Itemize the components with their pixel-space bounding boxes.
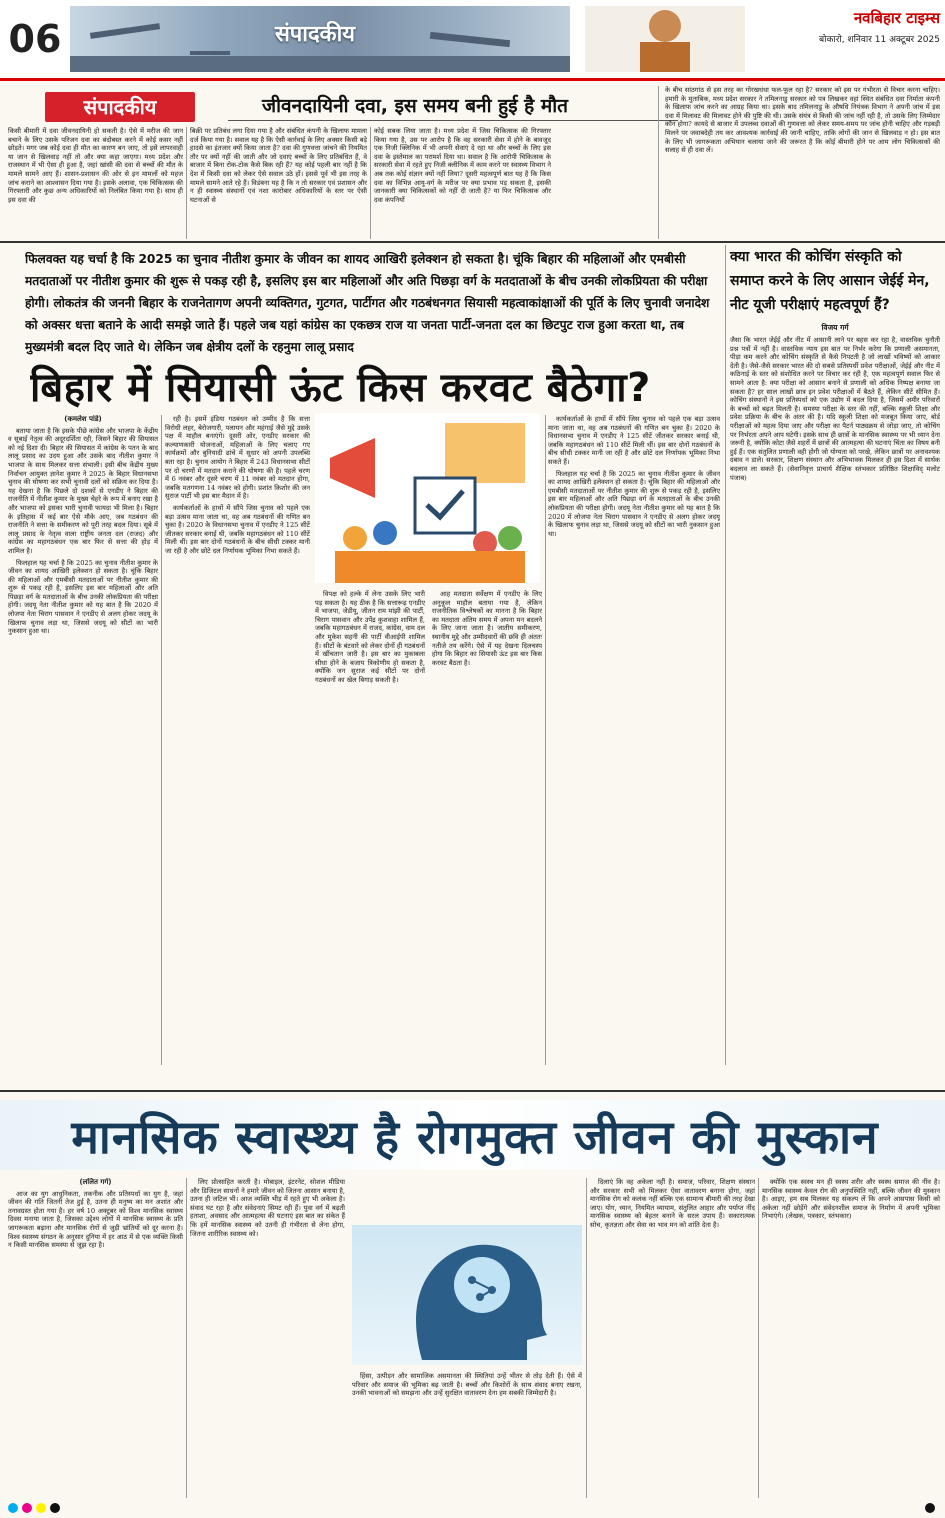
section-title: संपादकीय <box>274 22 356 47</box>
registration-mark <box>22 1503 32 1513</box>
paragraph: लिए प्रोत्साहित करती है। मोबाइल, इंटरनेट, सोशल मीडिया और डिजिटल साधनों ने हमारे जीवन को जितना आसान बनाया है, उतना ही जटिल भी। आज व्यक्ति भीड़ में रहते हुए भी अकेला है। संवाद घट रहा है और संवेदनाएं सिमट रही हैं। युवा वर्ग में बढ़ती हताशा, अवसाद और आत्महत्या की घटनाएं इस बात का संकेत हैं कि हमें मानसिक स्वास्थ्य को उतनी ही गंभीरता से लेना होगा, जितना शारीरिक स्वास्थ्य को। <box>190 1178 345 1238</box>
divider <box>370 127 371 239</box>
editorial-column-3: कोई सबक लिया जाता है। मध्य प्रदेश में जिस चिकित्सक की गिरफ्तार किया गया है, उस पर आरोप है कि वह सरकारी सेवा में होने के बावजूद एक निजी क्लिनिक में भी अपनी सेवाएं दे रहा था और बच्चों के लिए इस दवा के इस्तेमाल का परामर्श दिया था। सवाल है कि आरोपी चिकित्सक के सरकारी सेवा में रहते हुए निजी क्लीनिक में काम करने पर स्वास्थ्य विभाग ने अब तक कोई संज्ञान क्यों नहीं लिया? दूसरी महत्वपूर्ण बात यह है कि किस दवा का विभिन्न आयु-वर्ग के मरीज पर क्या प्रभाव पड़ सकता है, इसकी जानकारी क्या चिकित्सकों को नहीं दी जाती है? या फिर चिकित्सक और दवा कंपनियों <box>374 127 551 204</box>
sidebar-headline: क्या भारत की कोचिंग संस्कृति को समाप्त करने के लिए आसान जेईई मेन, नीट यूजी परीक्षाएं महत्वपूर्ण हैं? <box>730 249 930 313</box>
sidebar-article <box>730 245 940 1056</box>
lead-column-2 <box>165 415 310 1065</box>
lead-kicker: फिलवक्त यह चर्चा है कि 2025 का चुनाव नीतीश कुमार के जीवन का शायद आखिरी इलेक्शन हो सकता है। चूंकि बिहार की महिलाओं और एमबीसी मतदाताओं पर नीतीश कुमार की शुरू से पकड़ रही है, इसलिए इस बार महिलाओं और अति पिछड़ा वर्ग के मतदाताओं के बीच उनकी लोकप्रियता की परीक्षा होगी। लोकतंत्र की जननी बिहार के राजनेतागण अपनी व्यक्तिगत, गुटगत, पार्टीगत और गठबंधनगत सियासी महत्वाकांक्षाओं की पूर्ति के लिए चुनावी जनादेश को अक्सर धत्ता बताने के आदी समझे जाते हैं। पहले जब यहां कांग्रेस का एकछत्र राज या जनता पार्टी-जनता दल का छिटपुट राज हुआ करता था, तब मुख्यमंत्री बदल दिए जाते थे। लेकिन जब क्षेत्रीय दलों के रहनुमा लालू प्रसाद <box>25 252 710 354</box>
voting-illustration <box>315 413 540 583</box>
divider <box>228 120 678 121</box>
statue-illustration <box>585 6 745 72</box>
dateline: बोकारो, शनिवार 11 अक्टूबर 2025 <box>819 35 940 45</box>
mh-column-3 <box>352 1372 582 1497</box>
editorial-label: संपादकीय <box>45 92 195 122</box>
head-brain-icon <box>352 1225 582 1365</box>
editorial-column-1: किसी बीमारी में दवा जीवनदायिनी हो सकती है। ऐसे में मरीज की जान बचाने के लिए उसके परिजन दवा का बंदोबस्त करने में कोई कसर नहीं छोड़ते। मगर जब कोई दवा ही मौत का कारण बन जाए, तो इसे लापरवाही या जान से खिलवाड़ नहीं तो और क्या कहा जाएगा। मध्य प्रदेश और राजस्थान में भी ऐसा ही हुआ है, जहां खांसी की दवा से बच्चों की मौत के मामले सामने आए हैं। शासन-प्रशासन की ओर से इन मामलों को महज जांच कराने का आश्वासन दिया गया है। इसके अलावा, एक चिकित्सक की गिरफ्तारी और कुछ अन्य अधिकारियों को निलंबित किया गया है। साथ ही इस दवा की <box>8 127 183 204</box>
registration-mark <box>36 1503 46 1513</box>
paragraph: कार्यकर्ताओं के हाथों में सौंपे जिस चुनाव को पहले एक बड़ा उत्सव माना जाता था, वह अब गठबंधनों की गणित बन चुका है। 2020 के विधानसभा चुनाव में एनडीए ने 125 सीटें जीतकर सरकार बनाई थी, जबकि महागठबंधन को 110 सीटें मिली थीं। इस बार दोनों गठबंधनों के बीच सीधी टक्कर मानी जा रही है और छोटे दल निर्णायक भूमिका निभा सकते हैं। <box>548 415 720 466</box>
paragraph: हिंसा, उत्पीड़न और सामाजिक असमानता की स्थितियां उन्हें भीतर से तोड़ देती हैं। ऐसे में परिवार और समाज की भूमिका बढ़ जाती है। बच्चों और किशोरों के साथ संवाद बनाए रखना, उनकी भावनाओं को समझना और उन्हें सुरक्षित वातावरण देना हम सबकी जिम्मेदारी है। <box>352 1372 582 1398</box>
paragraph: आज का युग आधुनिकता, तकनीक और प्रतिस्पर्धा का युग है, जहां जीवन की गति जितनी तेज हुई है, उतना ही मनुष्य का मन अशांत और तनावग्रस्त होता गया है। हर वर्ष 10 अक्टूबर को विश्व मानसिक स्वास्थ्य दिवस मनाया जाता है, जिसका उद्देश्य लोगों में मानसिक स्वास्थ्य के प्रति जागरूकता बढ़ाना और मानसिक रोगों से जुड़ी भ्रांतियों को दूर करना है। विश्व स्वास्थ्य संगठन के अनुसार दुनिया में हर आठ में से एक व्यक्ति किसी न किसी मानसिक समस्या से जूझ रहा है। <box>8 1189 183 1250</box>
mh-byline: (ललित गर्ग) <box>79 1178 112 1186</box>
divider <box>186 1178 187 1498</box>
editorial-headline: जीवनदायिनी दवा, इस समय बनी हुई है मौत <box>262 95 568 117</box>
paragraph: रही है। इसमें इंडिया गठबंधन को उम्मीद है कि सत्ता विरोधी लहर, बेरोजगारी, पलायन और महंगाई जैसे मुद्दे उसके पक्ष में माहौल बनाएंगे। दूसरी ओर, एनडीए सरकार की कल्याणकारी योजनाओं, महिलाओं के लिए चलाए गए कार्यक्रमों और बुनियादी ढांचे में सुधार को अपनी उपलब्धि बता रहा है। चुनाव आयोग ने बिहार में 243 विधानसभा सीटों पर दो चरणों में मतदान कराने की घोषणा की है। पहले चरण में 6 नवंबर और दूसरे चरण में 11 नवंबर को मतदान होगा, जबकि मतगणना 14 नवंबर को होगी। प्रशांत किशोर की जन सुराज पार्टी भी इस बार मैदान में है। <box>165 415 310 501</box>
sidebar-byline: विजय गर्ग <box>821 323 849 332</box>
lead-headline: बिहार में सियासी ऊंट किस करवट बैठेगा? <box>30 365 651 411</box>
lead-column-5 <box>548 415 720 1065</box>
lead-byline: (कमलेश पांडे) <box>64 415 102 423</box>
lead-column-1 <box>8 415 158 1065</box>
mh-column-5 <box>762 1178 940 1498</box>
brand-box <box>760 8 940 68</box>
divider <box>725 245 726 1065</box>
mh-column-4 <box>590 1178 755 1498</box>
registration-mark <box>8 1503 18 1513</box>
editorial-column-4: के बीच सांठगांठ से इस तरह का गोरखधंधा फल-फूल रहा है? सरकार को इस पर गंभीरता से विचार करना चाहिए। हमारी के मुताबिक, मध्य प्रदेश सरकार ने तमिलनाडु सरकार को पत्र लिखकर वहां स्थित संबंधित दवा निर्माता कंपनी के खिलाफ जांच करने का आग्रह किया था। इसके बाद तमिलनाडु के औषधि नियंत्रक विभाग ने अपनी जांच में इस दवा में मिलावट की मिलावट होने की पुष्टि की थी। उसके संयंत्र से किसी की जांच नहीं रही है, तो उसके लिए जिम्मेदार कौन होगा? कायदे से बाजार में उपलब्ध दवाओं की गुणवत्ता को लेकर समय-समय पर जांच होनी चाहिए और गड़बड़ी मिलने पर जवाबदेही तय कर आवश्यक कार्रवाई की जानी चाहिए, ताकि लोगों की जान से खिलवाड़ न हो। इस बात के लिए भी जागरूकता अभियान चलाया जाने की जरूरत है कि कोई बीमारी होने पर आम लोग चिकित्सकों की सलाह से ही दवा लें। <box>665 86 940 155</box>
divider <box>186 127 187 239</box>
divider <box>658 86 659 239</box>
mental-health-headline: मानसिक स्वास्थ्य है रोगमुक्त जीवन की मुस्कान <box>71 1110 879 1164</box>
paragraph: फिलहाल यह चर्चा है कि 2025 का चुनाव नीतीश कुमार के जीवन का शायद आखिरी इलेक्शन हो सकता है। चूंकि बिहार की महिलाओं और एमबीसी मतदाताओं पर नीतीश कुमार की शुरू से पकड़ रही है, इसलिए इस बार महिलाओं और अति पिछड़ा वर्ग के मतदाताओं के बीच उनकी लोकप्रियता की परीक्षा होगी। जदयू नेता नीतीश कुमार को यह बात है कि 2020 में लोजपा नेता चिराग पासवान ने एनडीए से अलग होकर जदयू के खिलाफ चुनाव लड़ा था, जिससे जदयू को सीटों का भारी नुकसान हुआ था। <box>548 469 720 538</box>
divider <box>0 241 945 243</box>
divider <box>161 415 162 1065</box>
paragraph: फिलहाल यह चर्चा है कि 2025 का चुनाव नीतीश कुमार के जीवन का शायद आखिरी इलेक्शन हो सकता है। चूंकि बिहार की महिलाओं और एमबीसी मतदाताओं पर नीतीश कुमार की शुरू से पकड़ रही है, इसलिए इस बार महिलाओं और अति पिछड़ा वर्ग के मतदाताओं के बीच उनकी लोकप्रियता की परीक्षा होगी। जदयू नेता नीतीश कुमार को यह बात है कि 2020 में लोजपा नेता चिराग पासवान ने एनडीए से अलग होकर जदयू के खिलाफ चुनाव लड़ा था, जिससे जदयू को सीटों का भारी नुकसान हुआ था। <box>8 558 158 636</box>
registration-mark <box>925 1503 935 1513</box>
paragraph: बताया जाता है कि इसके पीछे कांग्रेस और भाजपा के केंद्रीय व सूबाई नेतृत्व की अदूरदर्शिता रही, जिसने बिहार की सियासत को नई दिशा दी। बिहार की सियासत में कांग्रेस के पतन के बाद लालू प्रसाद का उदय हुआ और उसके बाद नीतीश कुमार ने भाजपा के साथ मिलकर सत्ता संभाली। इसी बीच केंद्रीय मुख्य निर्वाचन आयुक्त ज्ञानेश कुमार ने 2025 के बिहार विधानसभा चुनाव की घोषणा कर सभी चुनावी दलों को सक्रिय कर दिया है। यह देखना है कि पिछले दो दशकों से एनडीए ने बिहार की राजनीति में नीतीश कुमार के मुख्य चेहरे के रूप में बनाए रखा है और भाजपा को इसका भारी चुनावी फायदा भी मिला है। बिहार के इतिहास में कई बार ऐसे मौके आए, जब गठबंधन की राजनीति ने सत्ता के समीकरण को पूरी तरह बदल दिया। सूबे में लालू प्रसाद के नेतृत्व वाला राष्ट्रीय जनता दल (राजद) और कांग्रेस का महागठबंधन एक बार फिर से सत्ता की होड़ में शामिल है। <box>8 426 158 555</box>
lead-column-3 <box>315 590 425 1065</box>
divider <box>545 415 546 1065</box>
paragraph: कार्यकर्ताओं के हाथों में सौंपे जिस चुनाव को पहले एक बड़ा उत्सव माना जाता था, वह अब गठबंधनों की गणित बन चुका है। 2020 के विधानसभा चुनाव में एनडीए ने 125 सीटें जीतकर सरकार बनाई थी, जबकि महागठबंधन को 110 सीटें मिली थीं। इस बार दोनों गठबंधनों के बीच सीधी टक्कर मानी जा रही है और छोटे दल निर्णायक भूमिका निभा सकते हैं। <box>165 503 310 555</box>
divider <box>586 1178 587 1498</box>
lead-column-4 <box>432 590 542 1065</box>
crowd <box>335 551 525 583</box>
map-shape <box>445 423 525 483</box>
paragraph: विपक्ष को हल्के में लेना उसके लिए भारी पड़ सकता है। यह ठीक है कि सत्तारूढ़ एनडीए में भाजपा, जेडीयू, जीतन राम मांझी की पार्टी, चिराग पासवान और उपेंद्र कुशवाहा शामिल हैं, जबकि महागठबंधन में राजद, कांग्रेस, वाम दल और मुकेश सहनी की पार्टी वीआईपी शामिल हैं। सीटों के बंटवारे को लेकर दोनों ही गठबंधनों में खींचतान जारी है। इस बार का मुकाबला सीधा होने के बजाय त्रिकोणीय हो सकता है, क्योंकि जन सुराज कई सीटों पर दोनों गठबंधनों का खेल बिगाड़ सकती है। <box>315 590 425 684</box>
paragraph: आह मतदाता सर्वेक्षण में एनडीए के लिए अनुकूल माहौल बताया गया है, लेकिन राजनीतिक विश्लेषकों का मानना है कि बिहार का मतदाता अंतिम समय में अपना मन बदलने के लिए जाना जाता है। जातीय समीकरण, स्थानीय मुद्दे और उम्मीदवारों की छवि ही अंततः नतीजे तय करेंगे। ऐसे में यह देखना दिलचस्प होगा कि बिहार का सियासी ऊंट इस बार किस करवट बैठता है। <box>432 590 542 667</box>
editorial-column-2: बिक्री पर प्रतिबंध लगा दिया गया है और संबंधित कंपनी के खिलाफ मामला दर्ज किया गया है। सवाल यह है कि ऐसी कार्रवाई के लिए अक्सर किसी बड़े हादसे का इंतजार क्यों किया जाता है? दवा की गुणवत्ता जांचने की नियमित तौर पर क्यों नहीं की जाती और जो दवाएं बच्चों के लिए प्रतिबंधित हैं, वे बाजार में बिना रोक-टोक कैसे बिक रही हैं? यह कोई पहली बार नहीं है कि देश में किसी दवा को लेकर ऐसे सवाल उठे हों। इससे पूर्व भी इस तरह के मामले सामने आते रहे हैं। विडंबना यह है कि न तो सरकार एवं प्रशासन और न ही स्वास्थ्य संस्थानों एवं नशा कारोबार अधिकारियों के स्तर पर ऐसी घटनाओं से <box>190 127 367 204</box>
paragraph: क्योंकि एक स्वस्थ मन ही स्वस्थ शरीर और स्वस्थ समाज की नींव है। मानसिक स्वास्थ्य केवल रोग की अनुपस्थिति नहीं, बल्कि जीवन की मुस्कान है। आइए, हम सब मिलकर यह संकल्प लें कि अपने आसपास किसी को अकेला नहीं छोड़ेंगे और संवेदनशील समाज के निर्माण में अपनी भूमिका निभाएंगे। (लेखक, पत्रकार, स्तंभकार) <box>762 1178 940 1221</box>
masthead <box>0 0 945 81</box>
newspaper-name: नवबिहार टाइम्स <box>853 9 940 27</box>
registration-mark <box>50 1503 60 1513</box>
elections-illustration <box>315 413 540 583</box>
brain-illustration <box>352 1225 582 1365</box>
divider <box>0 1090 945 1092</box>
ballot-box <box>415 478 475 533</box>
sidebar-body: जैसा कि भारत जेईई और नीट में आसानी लाने पर बहस कर रहा है, वास्तविक चुनौती प्रश्न पत्रों में नहीं है। वास्तविक न्याय इस बात पर निर्भर करेगा कि प्रणाली असमानता, पीड़ा कम करने और कोचिंग संस्कृति से कैसे निपटती है जो लाखों भविष्यों को आकार देती है। जैसे-जैसे सरकार भारत की दो सबसे प्रतिस्पर्धी प्रवेश परीक्षाओं, जेईई और नीट में कठिनाई के स्तर को संशोधित करने पर विचार कर रही है, एक महत्वपूर्ण सवाल फिर से सामने आता है: क्या परीक्षा को आसान बनाने से प्रणाली को अधिक निष्पक्ष बनाया जा सकता है? हर साल लाखों छात्र इन प्रवेश परीक्षाओं में बैठते हैं, लेकिन सीटें सीमित हैं। कोचिंग संस्थानों ने इस प्रतिस्पर्धा को एक उद्योग में बदल दिया है, जिसमें अमीर परिवारों के बच्चों को बढ़त मिलती है। समस्या परीक्षा के स्तर की नहीं, बल्कि स्कूली शिक्षा और प्रवेश प्रक्रिया के बीच के अंतर की है। यदि स्कूली शिक्षा को मजबूत किया जाए, बोर्ड परीक्षाओं को महत्व दिया जाए और परीक्षा का पैटर्न पाठ्यक्रम से जोड़ा जाए, तो कोचिंग पर निर्भरता अपने आप घटेगी। इसके साथ ही छात्रों के मानसिक स्वास्थ्य पर भी ध्यान देना जरूरी है, क्योंकि कोटा जैसे शहरों में छात्रों की आत्महत्या की घटनाएं चिंता का विषय बनी हुई हैं। एक संतुलित प्रणाली वही होगी जो योग्यता को परखे, लेकिन छात्रों पर अनावश्यक दबाव न डाले। सरकार, शिक्षण संस्थान और अभिभावक मिलकर ही इस दिशा में सार्थक बदलाव ला सकते हैं। (सेवानिवृत्त प्राचार्य शैक्षिक स्तंभकार प्रतिष्ठित शिक्षाविद् मलोट पंजाब) <box>730 336 940 482</box>
mh-column-1 <box>8 1178 183 1498</box>
paragraph: दिलाएं कि वह अकेला नहीं है। समाज, परिवार, शिक्षण संस्थान और सरकार सभी को मिलकर ऐसा वातावरण बनाना होगा, जहां मानसिक रोग को कलंक नहीं बल्कि एक सामान्य बीमारी की तरह देखा जाए। योग, ध्यान, नियमित व्यायाम, संतुलित आहार और पर्याप्त नींद मानसिक स्वास्थ्य को बेहतर बनाने के सरल उपाय हैं। सकारात्मक सोच, कृतज्ञता और सेवा का भाव मन को शांति देता है। <box>590 1178 755 1229</box>
divider <box>758 1178 759 1498</box>
mh-column-2 <box>190 1178 345 1498</box>
page-number: 06 <box>8 17 62 61</box>
